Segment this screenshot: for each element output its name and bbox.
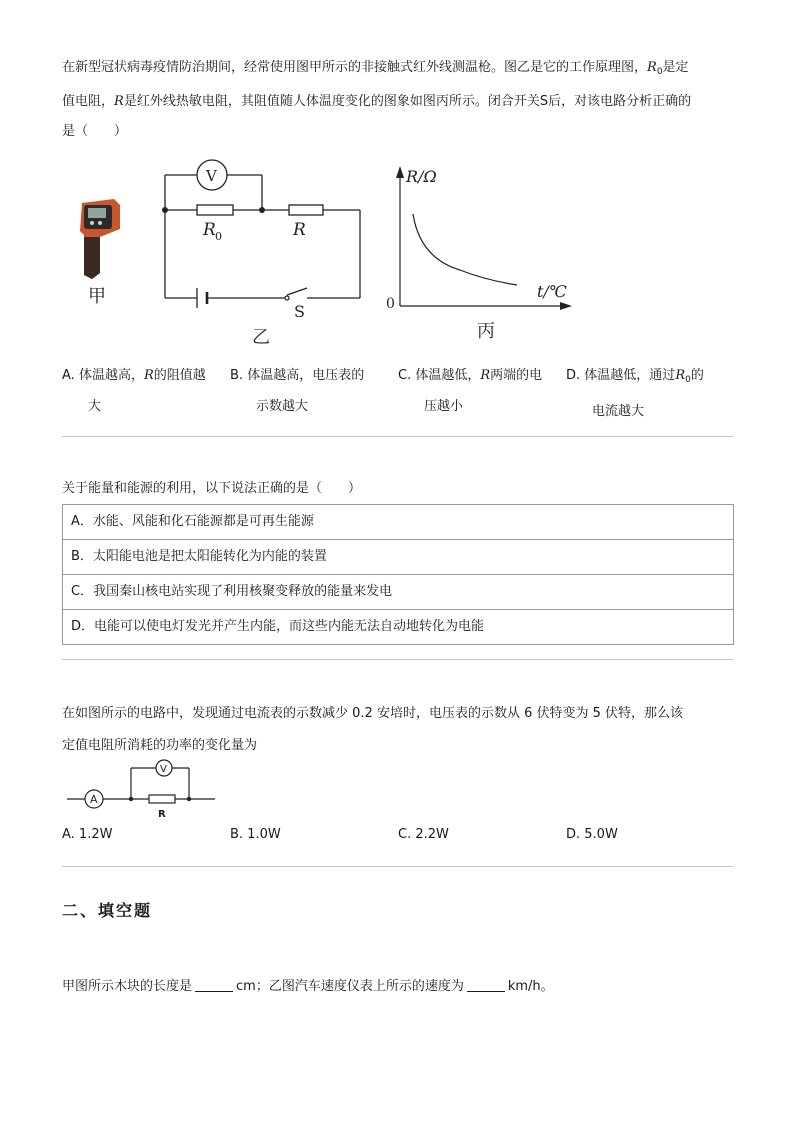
option-text-continued: 压越小 (424, 399, 464, 414)
q2-option-b[interactable]: B．太阳能电池是把太阳能转化为内能的装置 (63, 539, 733, 574)
q1-stem-text: 是红外线热敏电阻，其阻值随人体温度变化的图象如图丙所示。闭合开关S后，对该电路分析正确的 (123, 94, 692, 109)
option-letter: B. (230, 368, 244, 383)
q1-option-d[interactable] (566, 360, 726, 427)
option-symbol: R (675, 368, 686, 383)
r-symbol: R (114, 94, 124, 109)
switch-icon (285, 296, 289, 300)
answer-blank-2[interactable] (467, 977, 505, 992)
answer-blank-1[interactable] (195, 977, 233, 992)
junction-dot (187, 797, 191, 801)
graph-y-label: R/Ω (406, 167, 437, 186)
option-text-continued: 示数越大 (256, 399, 309, 414)
option-text-continued: 电流越大 (592, 404, 645, 419)
r0-subscript: 0 (656, 67, 663, 77)
thermometer-grip-icon (84, 237, 100, 279)
junction-dot (259, 207, 265, 213)
voltmeter-label: V (160, 764, 167, 775)
x-axis-arrow-icon (560, 302, 572, 310)
option-subscript: 0 (685, 375, 691, 385)
question-3-stem (62, 698, 742, 762)
y-axis-arrow-icon (396, 166, 404, 178)
question-4-fill-in (62, 972, 554, 1002)
junction-dot (129, 797, 133, 801)
resistor-r0-icon (197, 205, 233, 215)
r0-label: R (203, 220, 216, 240)
option-symbol: R (143, 368, 154, 383)
option-text: 的阻值越 (153, 368, 206, 383)
section-title: 二、填空题 (62, 901, 153, 920)
q4-text: km/h。 (507, 979, 554, 994)
figure-bing-graph (380, 158, 580, 343)
option-text: 体温越高， (78, 368, 144, 383)
option-text: 体温越低，通过 (584, 368, 676, 383)
q2-option-a[interactable]: A．水能、风能和化石能源都是可再生能源 (71, 514, 314, 529)
r0-label-subscript: 0 (215, 230, 222, 243)
q3-option-a[interactable]: A. 1.2W (62, 827, 113, 842)
q1-stem-text: 值电阻， (62, 94, 115, 109)
figure-jia-thermometer (70, 195, 130, 310)
q1-option-b[interactable] (230, 360, 390, 422)
q1-stem-text: 是定 (662, 60, 689, 75)
voltmeter-label: V (206, 167, 217, 185)
junction-dot (162, 207, 168, 213)
option-text: 体温越高，电压表的 (247, 368, 365, 383)
resistor-r-icon (289, 205, 323, 215)
option-symbol: R (480, 368, 491, 383)
graph-x-label: t/℃ (537, 282, 567, 301)
option-text: 两端的电 (490, 368, 543, 383)
option-letter: D. (566, 368, 581, 383)
option-text-continued: 大 (88, 399, 102, 414)
r0-symbol: R (647, 60, 657, 75)
option-text: 体温越低， (415, 368, 481, 383)
divider (62, 436, 733, 437)
divider (62, 866, 733, 867)
option-letter: C. (398, 368, 412, 383)
q1-option-c[interactable] (398, 360, 558, 422)
q4-text: cm；乙图汽车速度仪表上所示的速度为 (236, 979, 464, 994)
q2-option-d[interactable]: D．电能可以使电灯发光并产生内能，而这些内能无法自动地转化为电能 (63, 609, 733, 644)
question-2-options-table (62, 504, 734, 645)
q3-option-c[interactable]: C. 2.2W (398, 827, 449, 842)
thermometer-screen-icon (88, 208, 106, 218)
question-1-stem (62, 53, 737, 147)
question-2-stem: 关于能量和能源的利用，以下说法正确的是（ ） (62, 481, 362, 496)
q3-option-b[interactable]: B. 1.0W (230, 827, 281, 842)
q3-stem-text: 定值电阻所消耗的功率的变化量为 (62, 738, 258, 753)
figure-bing-label: 丙 (477, 321, 495, 342)
figure-jia-label: 甲 (88, 286, 106, 307)
q4-text: 甲图所示木块的长度是 (62, 979, 193, 994)
q1-option-a[interactable] (62, 360, 222, 422)
option-letter: A. (62, 368, 75, 383)
figure-yi-circuit (155, 155, 370, 345)
resistor-icon (149, 795, 175, 803)
r-label: R (293, 220, 306, 240)
question-1-options (62, 360, 742, 424)
q2-option-c[interactable]: C．我国秦山核电站实现了利用核聚变释放的能量来发电 (63, 574, 733, 609)
graph-origin-label: 0 (386, 296, 395, 312)
q1-stem-text: 在新型冠状病毒疫情防治期间，经常使用图甲所示的非接触式红外线测温枪。图乙是它的工作原理图， (62, 60, 648, 75)
q3-stem-text: 在如图所示的电路中，发现通过电流表的示数减少 0.2 安培时，电压表的示数从 6 伏特变为 5 伏特，那么该 (62, 706, 684, 721)
question-3-options (62, 820, 742, 850)
resistance-curve (413, 214, 517, 285)
switch-label: S (294, 302, 305, 321)
q3-option-d[interactable]: D. 5.0W (566, 827, 618, 842)
option-text: 的 (690, 368, 704, 383)
q1-stem-text: 是（ ） (62, 124, 128, 139)
question-3-circuit (65, 756, 220, 820)
figure-yi-label: 乙 (252, 327, 270, 345)
resistor-label: R (158, 809, 166, 820)
ammeter-label: A (90, 793, 98, 806)
divider (62, 659, 733, 660)
